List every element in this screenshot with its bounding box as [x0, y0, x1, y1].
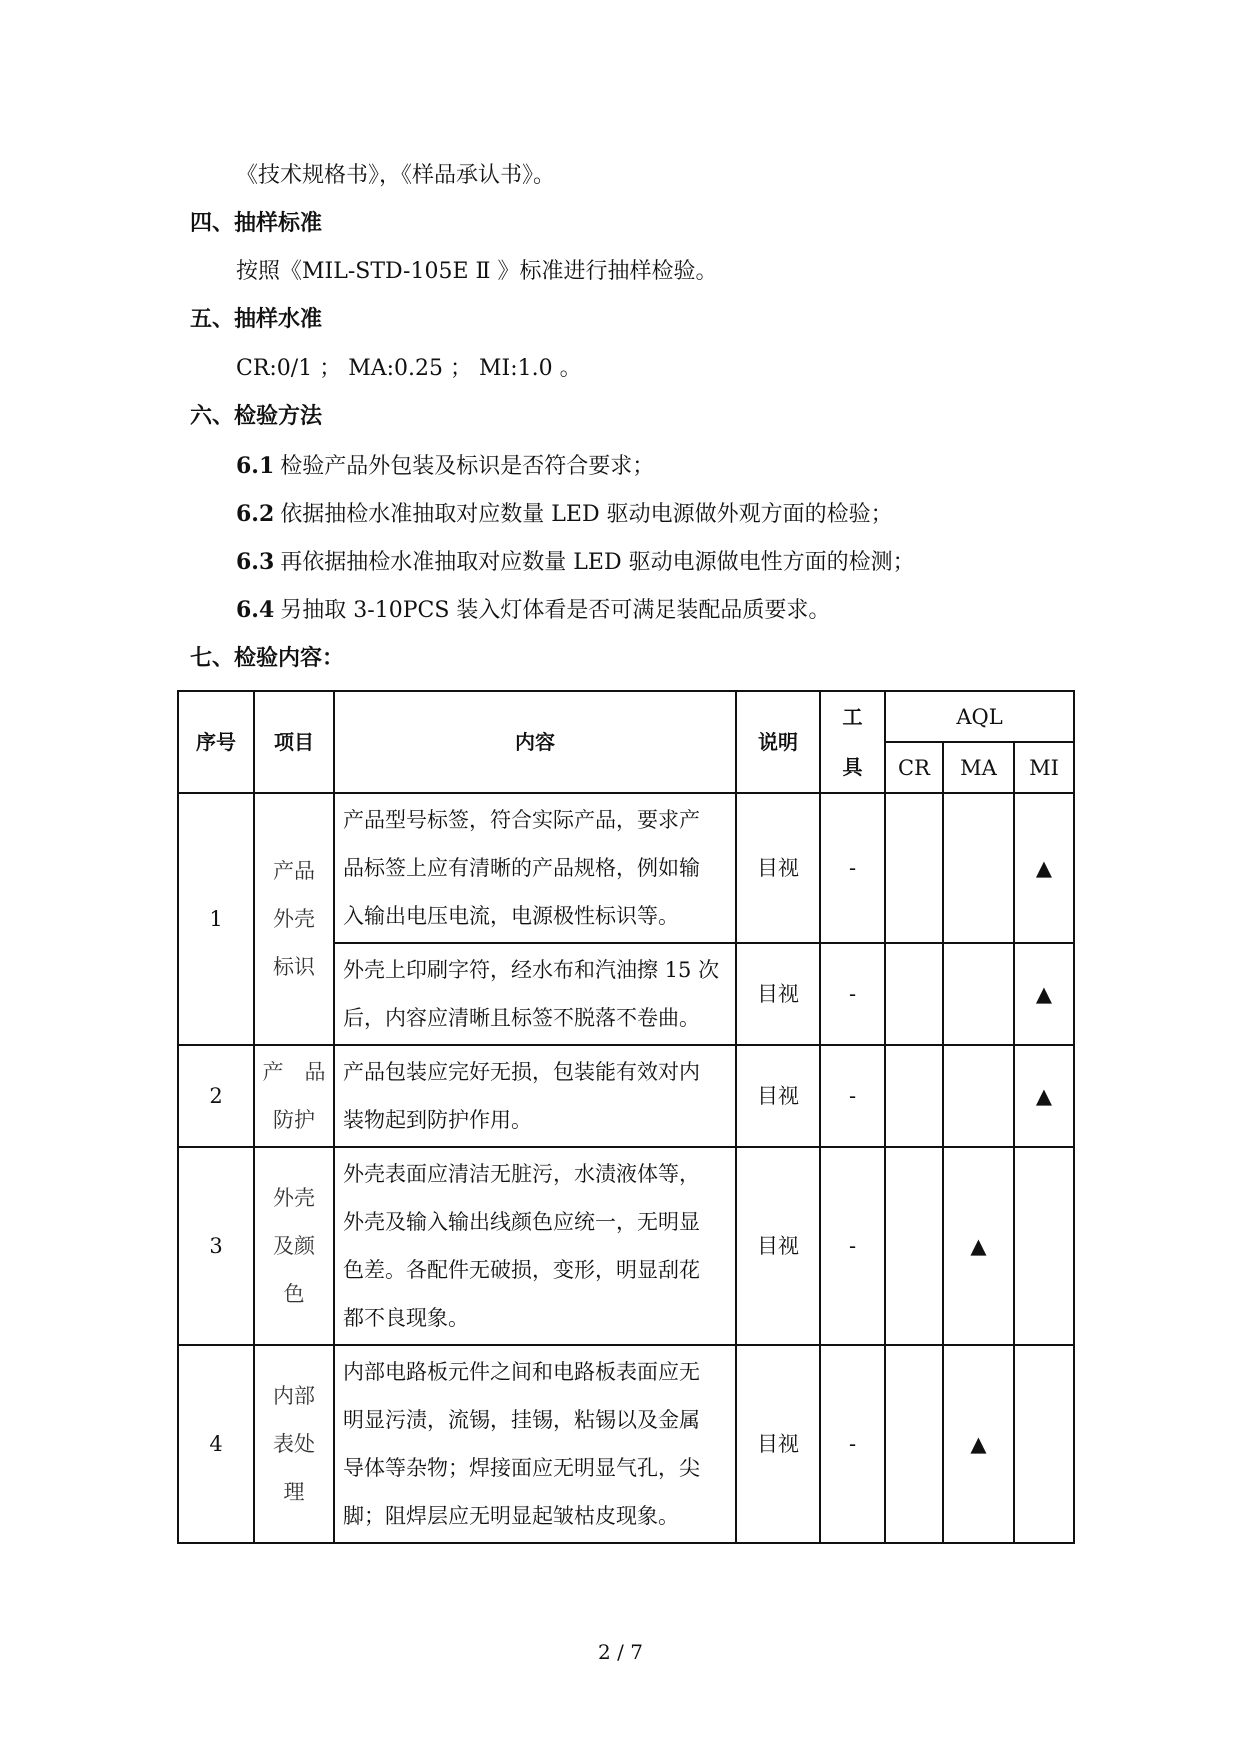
row-item: 产品 外壳 标识 — [254, 793, 334, 1045]
row-cr — [885, 793, 943, 943]
header-aql: AQL — [885, 691, 1074, 742]
section-4-text: 按照《MIL-STD-105E Ⅱ 》标准进行抽样检验。 — [236, 259, 718, 284]
row-seq: 1 — [178, 793, 254, 1045]
row-note: 目视 — [736, 793, 820, 943]
row-cr — [885, 1147, 943, 1345]
row-mi: ▲ — [1014, 793, 1074, 943]
row-seq: 4 — [178, 1345, 254, 1543]
table-row — [178, 793, 1074, 943]
row-cr — [885, 1345, 943, 1543]
method-item: 6.3 再依据抽检水准抽取对应数量 LED 驱动电源做电性方面的检测； — [236, 549, 915, 575]
method-item: 6.1 检验产品外包装及标识是否符合要求； — [236, 453, 655, 479]
row-content: 产品型号标签，符合实际产品，要求产 品标签上应有清晰的产品规格，例如输 入输出电压电流，电源极性标识等。 — [334, 793, 736, 943]
row-tool: - — [820, 1147, 885, 1345]
row-content: 外壳上印刷字符，经水布和汽油擦 15 次 后，内容应清晰且标签不脱落不卷曲。 — [334, 943, 736, 1045]
method-item: 6.2 依据抽检水准抽取对应数量 LED 驱动电源做外观方面的检验； — [236, 501, 893, 527]
row-mi — [1014, 1345, 1074, 1543]
row-mi: ▲ — [1014, 1045, 1074, 1147]
row-tool: - — [820, 943, 885, 1045]
row-content: 产品包装应完好无损，包装能有效对内 装物起到防护作用。 — [334, 1045, 736, 1147]
row-note: 目视 — [736, 1045, 820, 1147]
section-7-title: 七、检验内容： — [190, 646, 345, 671]
section-5-title: 五、抽样水准 — [190, 307, 323, 332]
row-ma: ▲ — [943, 1345, 1014, 1543]
method-item: 6.4 另抽取 3-10PCS 装入灯体看是否可满足装配品质要求。 — [236, 597, 831, 623]
row-note: 目视 — [736, 1345, 820, 1543]
row-content: 外壳表面应清洁无脏污，水渍液体等， 外壳及输入输出线颜色应统一，无明显 色差。各配件无破损，变形，明显刮花 都不良现象。 — [334, 1147, 736, 1345]
row-tool: - — [820, 1345, 885, 1543]
row-mi — [1014, 1147, 1074, 1345]
row-tool: - — [820, 1045, 885, 1147]
table-row — [178, 1045, 1074, 1147]
row-cr — [885, 1045, 943, 1147]
page-number: 2 / 7 — [598, 1640, 643, 1664]
header-content: 内容 — [334, 691, 736, 793]
row-content: 内部电路板元件之间和电路板表面应无 明显污渍，流锡，挂锡，粘锡以及金属 导体等杂物；焊接面应无明显气孔，尖 脚；阻焊层应无明显起皱枯皮现象。 — [334, 1345, 736, 1543]
intro-line: 《技术规格书》，《样品承认书》。 — [236, 163, 556, 188]
row-item: 产 品 防护 — [254, 1045, 334, 1147]
table-row — [178, 1147, 1074, 1345]
section-6-title: 六、检验方法 — [190, 404, 323, 429]
header-ma: MA — [943, 742, 1014, 793]
row-ma — [943, 793, 1014, 943]
row-note: 目视 — [736, 1147, 820, 1345]
section-5-text: CR:0/1 ； MA:0.25 ； MI:1.0 。 — [236, 356, 582, 381]
row-note: 目视 — [736, 943, 820, 1045]
header-cr: CR — [885, 742, 943, 793]
row-ma — [943, 1045, 1014, 1147]
inspection-table — [177, 690, 1075, 1544]
header-tool: 工 具 — [820, 691, 885, 793]
header-item: 项目 — [254, 691, 334, 793]
row-item: 外壳 及颜 色 — [254, 1147, 334, 1345]
row-seq: 2 — [178, 1045, 254, 1147]
row-cr — [885, 943, 943, 1045]
row-seq: 3 — [178, 1147, 254, 1345]
row-item: 内部 表处 理 — [254, 1345, 334, 1543]
header-mi: MI — [1014, 742, 1074, 793]
header-seq: 序号 — [178, 691, 254, 793]
row-ma: ▲ — [943, 1147, 1014, 1345]
row-mi: ▲ — [1014, 943, 1074, 1045]
table-header-row — [178, 691, 1074, 742]
table-row — [178, 1345, 1074, 1543]
header-note: 说明 — [736, 691, 820, 793]
row-ma — [943, 943, 1014, 1045]
row-tool: - — [820, 793, 885, 943]
section-4-title: 四、抽样标准 — [190, 211, 323, 236]
